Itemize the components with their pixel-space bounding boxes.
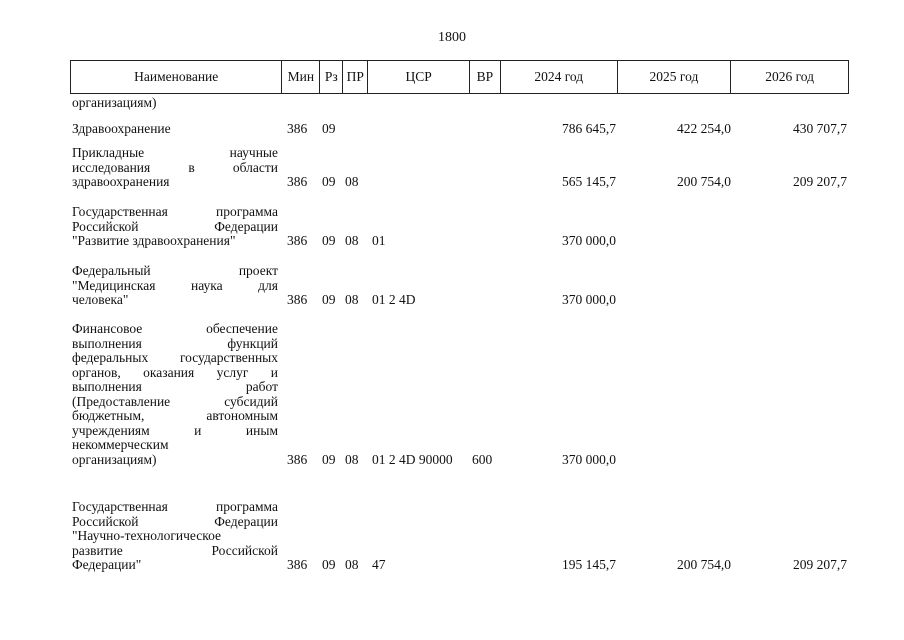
row-name-line: организациям): [72, 451, 157, 467]
cell-2025: 200 754,0: [677, 557, 731, 572]
cell-2025: 200 754,0: [677, 174, 731, 189]
row-name-line: Прикладные научные: [72, 145, 278, 160]
row-name-line: развитие Российской: [72, 542, 278, 558]
cell-2024: 565 145,7: [562, 174, 616, 189]
header-2025: 2025 год: [618, 61, 732, 93]
cell-2024: 370 000,0: [562, 233, 616, 248]
row-name-line: Федеральный проект: [72, 263, 278, 278]
row-name-line: Здравоохранение: [72, 121, 171, 136]
cell-2024: 370 000,0: [562, 292, 616, 307]
row-name-line: "Медицинская наука для: [72, 277, 278, 293]
row-name-line: "Развитие здравоохранения": [72, 233, 236, 248]
cell-2025: 422 254,0: [677, 121, 731, 136]
cell-min: 386: [287, 121, 308, 136]
cell-2026: 209 207,7: [793, 557, 847, 572]
header-2024: 2024 год: [501, 61, 618, 93]
row-name-line: Финансовое обеспечение: [72, 321, 278, 336]
row-name-line: Государственная программа: [72, 204, 278, 219]
row-name-line: человека": [72, 292, 129, 307]
cell-rz: 09: [322, 233, 336, 248]
row-name-line: (Предоставление субсидий: [72, 393, 278, 409]
row-name: [72, 322, 278, 467]
cell-min: 386: [287, 292, 308, 307]
cell-vr: 600: [472, 451, 493, 467]
cell-csr: 01 2 4D: [372, 292, 416, 307]
row-name: [72, 146, 278, 190]
cell-min: 386: [287, 233, 308, 248]
cell-min: 386: [287, 557, 308, 572]
row-name-line: некоммерческим: [72, 437, 169, 452]
row-name-line: бюджетным, автономным: [72, 408, 278, 423]
header-vr: ВР: [470, 61, 501, 93]
cell-rz: 09: [322, 174, 336, 189]
cell-pr: 08: [345, 451, 359, 467]
cell-2024: 786 645,7: [562, 121, 616, 136]
cell-csr: 01: [372, 233, 386, 248]
row-name-line: исследования в области: [72, 159, 278, 175]
cell-min: 386: [287, 451, 308, 467]
row-name-line: Российской Федерации: [72, 513, 278, 529]
row-name-line: Государственная программа: [72, 499, 278, 514]
cell-pr: 08: [345, 292, 359, 307]
cell-2026: 430 707,7: [793, 121, 847, 136]
cell-2026: 209 207,7: [793, 174, 847, 189]
cell-rz: 09: [322, 121, 336, 136]
cell-pr: 08: [345, 233, 359, 248]
row-name-line: Российской Федерации: [72, 218, 278, 234]
header-name: Наименование: [71, 61, 282, 93]
cell-2024: 370 000,0: [562, 451, 616, 467]
row-name-line: учреждениям и иным: [72, 422, 278, 438]
row-name: [72, 122, 278, 137]
row-name-line: Федерации": [72, 557, 142, 572]
row-name: [72, 500, 278, 573]
carry-over-text: организациям): [72, 95, 157, 110]
header-csr: ЦСР: [368, 61, 470, 93]
page-number: 1800: [438, 30, 466, 45]
row-name-line: органов, оказания услуг и: [72, 364, 278, 380]
cell-min: 386: [287, 174, 308, 189]
header-rz: Рз: [320, 61, 343, 93]
cell-rz: 09: [322, 292, 336, 307]
cell-pr: 08: [345, 174, 359, 189]
cell-csr: 01 2 4D 90000: [372, 451, 453, 467]
row-name-line: здравоохранения: [72, 174, 170, 189]
header-pr: ПР: [343, 61, 368, 93]
row-name: [72, 205, 278, 249]
cell-rz: 09: [322, 557, 336, 572]
table-header: [70, 60, 849, 94]
row-name-line: "Научно-технологическое: [72, 528, 221, 543]
row-name-line: выполнения функций: [72, 335, 278, 351]
cell-2024: 195 145,7: [562, 557, 616, 572]
row-name: [72, 264, 278, 308]
cell-pr: 08: [345, 557, 359, 572]
row-name-line: федеральных государственных: [72, 350, 278, 365]
cell-csr: 47: [372, 557, 386, 572]
cell-rz: 09: [322, 451, 336, 467]
row-name-line: выполнения работ: [72, 379, 278, 394]
header-min: Мин: [282, 61, 320, 93]
header-2026: 2026 год: [765, 69, 815, 84]
